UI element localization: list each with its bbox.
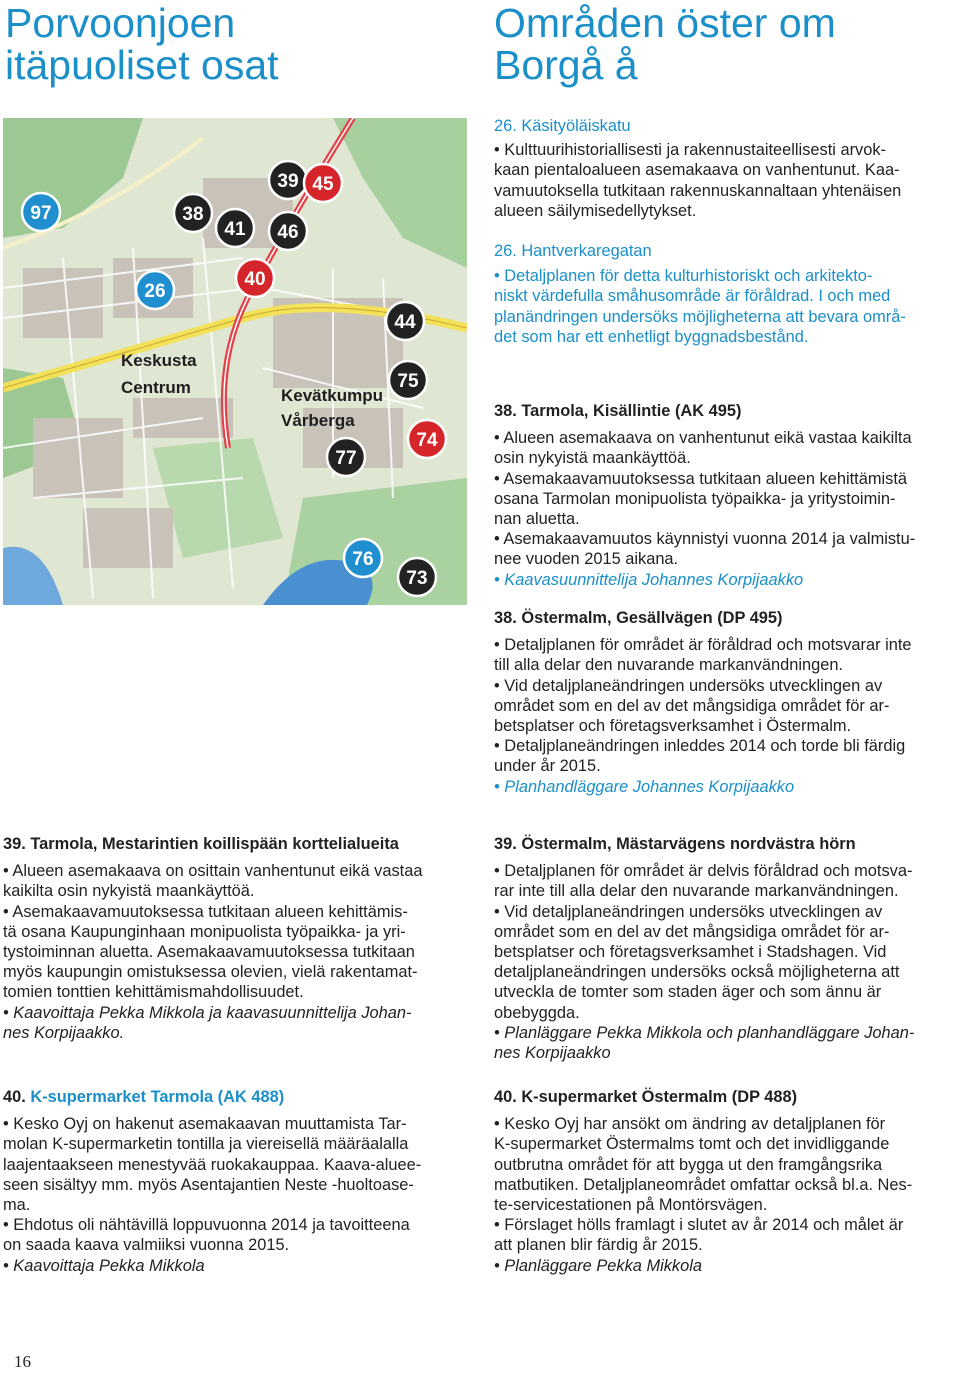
map-label-centrum: Centrum xyxy=(121,378,191,397)
section-39-fi xyxy=(3,834,466,1043)
title-line: itäpuoliset osat xyxy=(5,42,279,88)
paragraph-line: det som har ett enhetligt byggnadsbestånd. xyxy=(494,327,809,346)
map-marker-label: 97 xyxy=(30,203,52,224)
map-marker-label: 77 xyxy=(335,448,357,469)
section-38-fi xyxy=(494,401,957,590)
map-marker-77 xyxy=(327,438,365,476)
map-marker-38 xyxy=(174,194,212,232)
map-marker-76 xyxy=(344,539,382,577)
paragraph-line: • Detaljplaneändringen inleddes 2014 och torde bli färdig xyxy=(494,737,906,756)
page-title-finnish xyxy=(5,2,445,86)
heading-number: 40. xyxy=(3,1088,31,1106)
paragraph-line: • Detaljplanen för området är föråldrad och motsvarar inte xyxy=(494,636,912,655)
map-marker-label: 73 xyxy=(406,568,428,589)
paragraph-line: • Kesko Oyj har ansökt om ändring av detaljplanen för xyxy=(494,1115,886,1134)
contact-line: nes Korpijaakko xyxy=(494,1044,611,1063)
paragraph-line: • Detaljplanen för detta kulturhistoriskt och arkitekto- xyxy=(494,267,873,286)
map-marker-45 xyxy=(304,164,342,202)
paragraph-line: ma. xyxy=(3,1196,31,1215)
paragraph-line: kaikilta osin nykyistä maankäyttöä. xyxy=(3,882,255,901)
map-marker-26 xyxy=(136,271,174,309)
section-40-sv xyxy=(494,1087,957,1276)
paragraph-line: seen sisältyy mm. myös Asentajantien Neste -huoltoase- xyxy=(3,1175,414,1194)
map-label-kevatkumpu: Kevätkumpu xyxy=(281,386,384,405)
map-marker-label: 38 xyxy=(182,204,204,225)
page-number: 16 xyxy=(14,1352,31,1371)
paragraph-line: • Förslaget hölls framlagt i slutet av år 2014 och målet är xyxy=(494,1216,904,1235)
paragraph-line: osana Tarmolan monipuolista työpaikka- ja yritystoimin- xyxy=(494,489,896,508)
paragraph-line: området som en del av det mångsidiga området för ar- xyxy=(494,696,890,715)
paragraph-line: on saada kaava valmiiksi vuonna 2015. xyxy=(3,1236,290,1255)
paragraph-line: tomien tonttien kehittämismahdollisuudet. xyxy=(3,983,304,1002)
paragraph-line: tystoiminnan aluetta. Asemakaavamuutoksessa tutkitaan xyxy=(3,943,415,962)
map-marker-label: 75 xyxy=(397,371,419,392)
paragraph-line: betsplatser och företagsverksamhet i Stadshagen. Vid xyxy=(494,943,887,962)
contact-line: • Kaavoittaja Pekka Mikkola ja kaavasuunnittelija Johan- xyxy=(3,1003,412,1022)
page-title-swedish xyxy=(494,2,954,86)
map-label-varberga: Vårberga xyxy=(281,411,355,430)
paragraph-line: myös kaupungin omistuksessa olevien, vielä rakentamat- xyxy=(3,963,418,982)
paragraph-line: vamuutoksella tutkitaan rakennuskannaltaan yhtenäisen xyxy=(494,181,902,200)
paragraph-line: nee vuoden 2015 aikana. xyxy=(494,550,679,569)
map-marker-44 xyxy=(386,302,424,340)
map-marker-41 xyxy=(216,209,254,247)
map-label-keskusta: Keskusta xyxy=(121,351,197,370)
title-line: Områden öster om xyxy=(494,0,836,46)
map-marker-label: 26 xyxy=(144,281,166,302)
paragraph-line: laajentaakseen menestyvää ruokakauppaa. Kaava-aluee- xyxy=(3,1155,422,1174)
map-marker-label: 40 xyxy=(244,269,266,290)
contact-line: • Planläggare Pekka Mikkola och planhandläggare Johan- xyxy=(494,1023,915,1042)
paragraph-line: tä osana Kaupunginhaan monipuolista työpaikka- ja yri- xyxy=(3,922,406,941)
section-heading: 26. Käsityöläiskatu xyxy=(494,117,631,135)
map-marker-97 xyxy=(22,193,60,231)
map-marker-46 xyxy=(269,212,307,250)
paragraph-line: • Detaljplanen för området är delvis föråldrad och motsva- xyxy=(494,862,913,881)
map-marker-label: 74 xyxy=(416,430,438,451)
paragraph-line: osin nykyistä maankäyttöä. xyxy=(494,449,691,468)
paragraph-line: kaan pientaloalueen asemakaava on vanhentunut. Kaa- xyxy=(494,161,900,180)
paragraph-line: området som en del av det mångsidiga området för ar- xyxy=(494,922,890,941)
section-heading xyxy=(3,1087,466,1107)
paragraph-line: obebyggda. xyxy=(494,1003,580,1022)
paragraph-line: • Kesko Oyj on hakenut asemakaavan muuttamista Tar- xyxy=(3,1115,407,1134)
paragraph-line: till alla delar den nuvarande markanvändningen. xyxy=(494,656,843,675)
paragraph-line: planändringen undersöks möjligheterna att bevara områ- xyxy=(494,307,906,326)
title-line: Porvoonjoen xyxy=(5,0,236,46)
paragraph-line: niskt värdefulla småhusområde är föråldrad. I och med xyxy=(494,287,891,306)
map-block xyxy=(23,268,103,338)
paragraph-line: molan K-supermarketin tontilla ja viereisellä määräalalla xyxy=(3,1135,409,1154)
paragraph-line: • Kulttuurihistoriallisesti ja rakennustaiteellisesti arvok- xyxy=(494,141,886,160)
paragraph-line: outbrutna området för att bygga ut den framgångsrika xyxy=(494,1155,883,1174)
paragraph-line: • Asemakaavamuutoksessa tutkitaan alueen kehittämis- xyxy=(3,902,408,921)
heading-text: K-supermarket Tarmola (AK 488) xyxy=(30,1088,285,1106)
map-marker-40 xyxy=(236,259,274,297)
paragraph-line: nan aluetta. xyxy=(494,510,580,529)
section-heading: 39. Östermalm, Mästarvägens nordvästra hörn xyxy=(494,835,856,853)
section-39-sv xyxy=(494,834,957,1063)
map-marker-label: 39 xyxy=(277,171,299,192)
section-40-fi xyxy=(3,1087,466,1276)
contact-line: • Kaavasuunnittelija Johannes Korpijaakko xyxy=(494,570,804,589)
section-heading: 26. Hantverkaregatan xyxy=(494,242,652,260)
map-marker-39 xyxy=(269,161,307,199)
area-map xyxy=(3,118,467,605)
map-marker-75 xyxy=(389,361,427,399)
section-heading: 40. K-supermarket Östermalm (DP 488) xyxy=(494,1088,798,1106)
section-heading: 38. Tarmola, Kisällintie (AK 495) xyxy=(494,402,742,420)
map-marker-label: 46 xyxy=(277,222,299,243)
contact-line: • Kaavoittaja Pekka Mikkola xyxy=(3,1256,205,1275)
paragraph-line: • Vid detaljplaneändringen undersöks utvecklingen av xyxy=(494,676,883,695)
map-block xyxy=(83,508,173,568)
paragraph-line: • Alueen asemakaava on osittain vanhentunut eikä vastaa xyxy=(3,862,423,881)
paragraph-line: • Alueen asemakaava on vanhentunut eikä vastaa kaikilta xyxy=(494,429,912,448)
title-line: Borgå å xyxy=(494,42,638,88)
map-marker-label: 41 xyxy=(224,219,246,240)
paragraph-line: • Ehdotus oli nähtävillä loppuvuonna 2014 ja tavoitteena xyxy=(3,1216,410,1235)
paragraph-line: rar inte till alla delar den nuvarande markanvändningen. xyxy=(494,882,899,901)
section-26-sv xyxy=(494,241,957,347)
paragraph-line: K-supermarket Östermalms tomt och det invidliggande xyxy=(494,1135,890,1154)
section-26-fi xyxy=(494,116,957,221)
paragraph-line: utveckla de tomter som staden äger och som ännu är xyxy=(494,983,882,1002)
paragraph-line: detaljplaneändringen undersöks också möjligheterna att xyxy=(494,963,900,982)
paragraph-line: te-servicestationen på Montörsvägen. xyxy=(494,1196,768,1215)
paragraph-line: matbutiken. Detaljplaneområdet omfattar också bl.a. Nes- xyxy=(494,1175,913,1194)
paragraph-line: under år 2015. xyxy=(494,757,601,776)
paragraph-line: • Asemakaavamuutoksessa tutkitaan alueen kehittämistä xyxy=(494,469,907,488)
map-marker-73 xyxy=(398,558,436,596)
paragraph-line: alueen säilymisedellytykset. xyxy=(494,201,697,220)
contact-line: nes Korpijaakko. xyxy=(3,1023,125,1042)
paragraph-line: att planen blir färdig år 2015. xyxy=(494,1236,703,1255)
paragraph-line: • Vid detaljplaneändringen undersöks utvecklingen av xyxy=(494,902,883,921)
map-marker-74 xyxy=(408,420,446,458)
map-marker-label: 44 xyxy=(394,312,416,333)
contact-line: • Planhandläggare Johannes Korpijaakko xyxy=(494,777,795,796)
map-marker-label: 45 xyxy=(312,174,334,195)
section-38-sv xyxy=(494,608,957,797)
paragraph-line: • Asemakaavamuutos käynnistyi vuonna 2014 ja valmistu- xyxy=(494,530,916,549)
map-canvas xyxy=(3,118,467,605)
map-marker-label: 76 xyxy=(352,549,374,570)
contact-line: • Planläggare Pekka Mikkola xyxy=(494,1256,702,1275)
section-heading: 39. Tarmola, Mestarintien koillispään korttelialueita xyxy=(3,835,399,853)
paragraph-line: betsplatser och företagsverksamhet i Östermalm. xyxy=(494,717,852,736)
section-heading: 38. Östermalm, Gesällvägen (DP 495) xyxy=(494,609,783,627)
